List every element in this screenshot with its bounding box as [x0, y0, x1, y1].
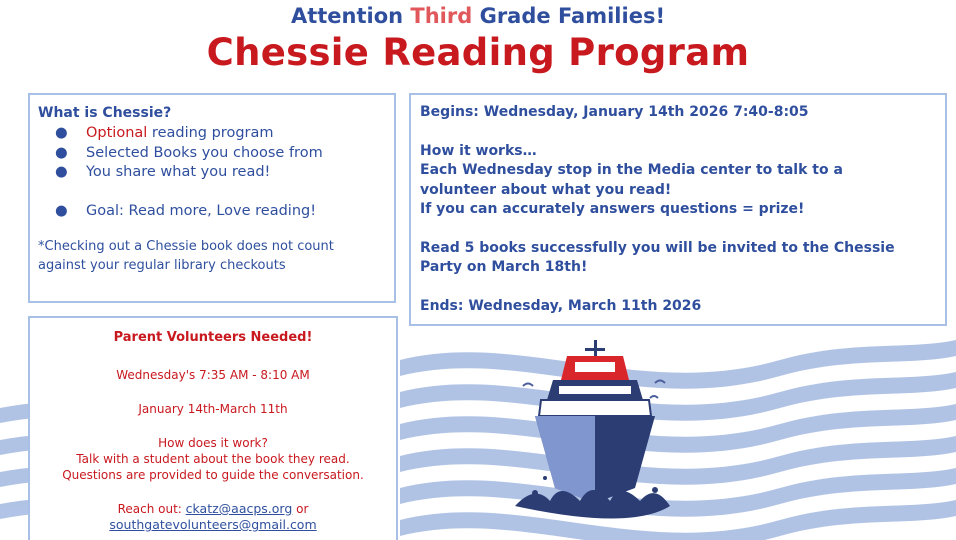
reach-out-line — [38, 501, 388, 517]
parent-title: Parent Volunteers Needed! — [113, 330, 313, 345]
optional-text: Optional — [86, 125, 148, 141]
boat-illustration — [505, 338, 675, 538]
email-link-southgate[interactable]: southgatevolunteers@gmail.com — [109, 517, 317, 532]
how-question: How does it work? — [158, 436, 268, 450]
page-title: Chessie Reading Program — [206, 31, 750, 74]
item4-text: Goal: Read more, Love reading! — [86, 202, 317, 219]
bullet-icon: ● — [55, 164, 68, 180]
item1-rest: reading program — [147, 125, 274, 141]
how-line-2: Questions are provided to guide the conversation. — [62, 468, 364, 482]
checkout-note — [38, 237, 386, 275]
what-is-chessie-box — [28, 93, 396, 303]
what-title: What is Chessie? — [38, 105, 172, 121]
what-list — [38, 124, 386, 221]
how-line-1: Talk with a student about the book they read. — [76, 452, 350, 466]
list-item — [38, 124, 386, 144]
volunteer-time: Wednesday's 7:35 AM - 8:10 AM — [116, 368, 310, 382]
bullet-icon: ● — [55, 202, 68, 219]
volunteer-dates: January 14th-March 11th — [138, 402, 288, 416]
how-line-2: volunteer about what you read! — [420, 181, 672, 198]
email-link-ckatz[interactable]: ckatz@aacps.org — [185, 501, 293, 516]
parent-volunteers-box — [28, 316, 398, 540]
note-line-1: *Checking out a Chessie book does not count — [38, 239, 334, 254]
begins-text: Begins: Wednesday, January 14th 2026 7:40-8:05 — [420, 104, 809, 120]
how-line-3: If you can accurately answers questions = prize! — [420, 201, 805, 217]
item3-text: You share what you read! — [86, 164, 271, 180]
list-item — [38, 202, 386, 222]
how-line-1: Each Wednesday stop in the Media center to talk to a — [420, 162, 843, 178]
ends-text: Ends: Wednesday, March 11th 2026 — [420, 297, 702, 314]
item2-text: Selected Books you choose from — [86, 144, 323, 161]
read-line-2: Party on March 18th! — [420, 259, 588, 275]
or-text: or — [292, 502, 309, 516]
read-line-1: Read 5 books successfully you will be invited to the Chessie — [420, 239, 895, 256]
program-details-box — [409, 93, 947, 326]
bullet-icon: ● — [55, 144, 68, 161]
list-item — [38, 144, 386, 164]
header-highlight: Third — [410, 4, 473, 28]
bullet-icon: ● — [55, 125, 68, 141]
reach-label: Reach out: — [117, 502, 186, 516]
header-pre: Attention — [290, 4, 411, 28]
header-subtitle — [0, 4, 956, 28]
list-item — [38, 163, 386, 183]
header-post: Grade Families! — [472, 4, 666, 28]
note-line-2: against your regular library checkouts — [38, 258, 286, 273]
how-title: How it works… — [420, 142, 537, 159]
